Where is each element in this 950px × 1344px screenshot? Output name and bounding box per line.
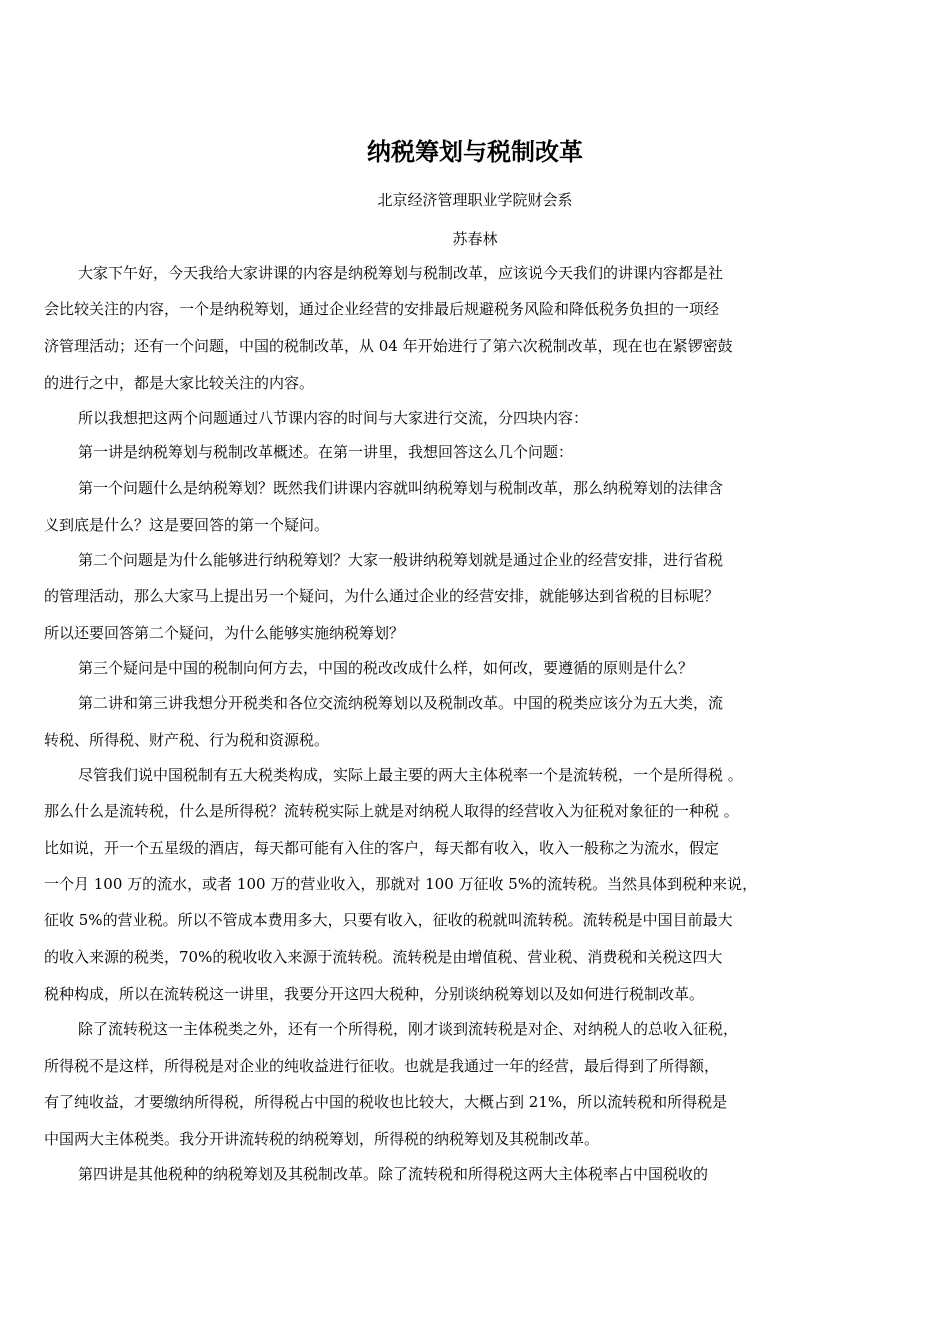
paragraph-line: 的管理活动，那么大家马上提出另一个疑问，为什么通过企业的经营安排，就能够达到省税的目标呢？ bbox=[44, 587, 720, 605]
paragraph-line: 税种构成，所以在流转税这一讲里，我要分开这四大税种，分别谈纳税筹划以及如何进行税制改革。 bbox=[44, 985, 705, 1003]
paragraph-line: 比如说，开一个五星级的酒店，每天都可能有入住的客户，每天都有收入，收入一般称之为流水，假定 bbox=[44, 839, 720, 857]
paragraph-line: 的收入来源的税类，70%的税收收入来源于流转税。流转税是由增值税、营业税、消费税和关税这四大 bbox=[44, 948, 723, 966]
paragraph-line: 会比较关注的内容，一个是纳税筹划，通过企业经营的安排最后规避税务风险和降低税务负担的一项经 bbox=[44, 300, 720, 318]
paragraph-line: 征收 5%的营业税。所以不管成本费用多大，只要有收入，征收的税就叫流转税。流转税是中国目前最大 bbox=[44, 911, 733, 929]
paragraph-line: 第三个疑问是中国的税制向何方去，中国的税改改成什么样，如何改，要遵循的原则是什么？ bbox=[78, 659, 694, 677]
paragraph-line: 一个月 100 万的流水，或者 100 万的营业收入，那就对 100 万征收 5%的流转税。当然具体到税种来说， bbox=[44, 875, 758, 893]
paragraph-line: 大家下午好，今天我给大家讲课的内容是纳税筹划与税制改革，应该说今天我们的讲课内容都是社 bbox=[78, 264, 724, 282]
author-name: 苏春林 bbox=[452, 230, 498, 248]
paragraph-line: 除了流转税这一主体税类之外，还有一个所得税，刚才谈到流转税是对企、对纳税人的总收入征税， bbox=[78, 1020, 739, 1038]
paragraph-line: 所得税不是这样，所得税是对企业的纯收益进行征收。也就是我通过一年的经营，最后得到了所得额， bbox=[44, 1057, 720, 1075]
paragraph-line: 第二讲和第三讲我想分开税类和各位交流纳税筹划以及税制改革。中国的税类应该分为五大类，流 bbox=[78, 694, 724, 712]
paragraph-line: 中国两大主体税类。我分开讲流转税的纳税筹划，所得税的纳税筹划及其税制改革。 bbox=[44, 1130, 600, 1148]
paragraph-line: 有了纯收益，才要缴纳所得税，所得税占中国的税收也比较大，大概占到 21%，所以流转税和所得税是 bbox=[44, 1093, 728, 1111]
paragraph-line: 那么什么是流转税，什么是所得税？流转税实际上就是对纳税人取得的经营收入为征税对象征的一种税 。 bbox=[44, 802, 739, 820]
paragraph-line: 第一个问题什么是纳税筹划？既然我们讲课内容就叫纳税筹划与税制改革，那么纳税筹划的法律含 bbox=[78, 479, 724, 497]
paragraph-line: 第四讲是其他税种的纳税筹划及其税制改革。除了流转税和所得税这两大主体税率占中国税收的 bbox=[78, 1165, 709, 1183]
paragraph-line: 第一讲是纳税筹划与税制改革概述。在第一讲里，我想回答这么几个问题： bbox=[78, 443, 574, 461]
paragraph-line: 转税、所得税、财产税、行为税和资源税。 bbox=[44, 731, 330, 749]
document-title: 纳税筹划与税制改革 bbox=[367, 137, 583, 166]
paragraph-line: 济管理活动；还有一个问题，中国的税制改革，从 04 年开始进行了第六次税制改革，现在也在紧锣密鼓 bbox=[44, 337, 733, 355]
author-affiliation: 北京经济管理职业学院财会系 bbox=[377, 191, 573, 209]
paragraph-line: 所以还要回答第二个疑问，为什么能够实施纳税筹划？ bbox=[44, 624, 405, 642]
paragraph-line: 的进行之中，都是大家比较关注的内容。 bbox=[44, 374, 315, 392]
paragraph-line: 尽管我们说中国税制有五大税类构成，实际上最主要的两大主体税率一个是流转税，一个是所得税 。 bbox=[78, 766, 743, 784]
paragraph-line: 所以我想把这两个问题通过八节课内容的时间与大家进行交流，分四块内容： bbox=[78, 409, 589, 427]
paragraph-line: 义到底是什么？这是要回答的第一个疑问。 bbox=[44, 516, 330, 534]
paragraph-line: 第二个问题是为什么能够进行纳税筹划？大家一般讲纳税筹划就是通过企业的经营安排，进行省税 bbox=[78, 551, 724, 569]
